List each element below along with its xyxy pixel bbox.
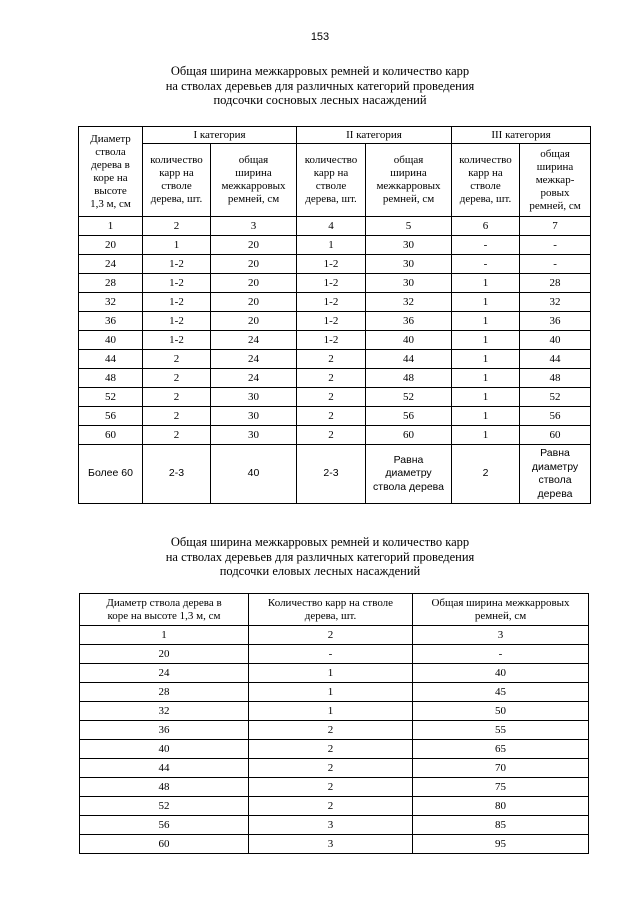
col-number: 2 [249,626,413,645]
table-cell: 40 [520,331,591,350]
pine-tapping-table [78,126,591,504]
table-row [80,645,589,664]
table-cell: - [452,236,520,255]
table1-title [0,64,640,108]
table-row [79,331,591,350]
table-row [79,350,591,369]
table-cell: 60 [366,426,452,445]
table-cell: 24 [79,255,143,274]
header-width-cat2: общая ширина межкарровых ремней, см [366,144,452,217]
table-cell: 1 [452,331,520,350]
table-cell: 20 [211,255,297,274]
table-row [80,835,589,854]
table-cell: 56 [520,407,591,426]
table-cell: - [413,645,589,664]
header-category-1: I категория [143,127,297,144]
table-cell: 95 [413,835,589,854]
table-cell: 2-3 [143,445,211,504]
header-width-cat1: общая ширина межкарровых ремней, см [211,144,297,217]
header-count-cat2: количество карр на стволе дерева, шт. [297,144,366,217]
table1-title-line: подсочки сосновых лесных насаждений [213,93,427,107]
table-cell: 44 [520,350,591,369]
table-cell: 52 [80,797,249,816]
table-row [79,236,591,255]
table-cell: 40 [80,740,249,759]
col-number: 6 [452,217,520,236]
table-cell: 2 [249,759,413,778]
table-row [79,312,591,331]
table1-title-line: на стволах деревьев для различных категорий проведения [165,78,475,93]
header-category-2: II категория [297,127,452,144]
header-count-cat1: количество карр на стволе дерева, шт. [143,144,211,217]
table-cell: 20 [211,293,297,312]
table-cell: 2-3 [297,445,366,504]
table-cell: 80 [413,797,589,816]
table-cell: 70 [413,759,589,778]
table-cell: 1-2 [297,293,366,312]
table-row [80,816,589,835]
table-cell: 60 [79,426,143,445]
table2-title-line: на стволах деревьев для различных категорий проведения [165,549,475,564]
table-cell: 44 [79,350,143,369]
table-cell: 1-2 [297,274,366,293]
table-cell: 1 [452,274,520,293]
table-cell: 2 [452,445,520,504]
table-cell: 56 [79,407,143,426]
table-cell: 20 [211,236,297,255]
table-cell: 60 [520,426,591,445]
table-row [79,274,591,293]
table-cell: 75 [413,778,589,797]
table-cell: 40 [79,331,143,350]
table-cell: 1-2 [143,331,211,350]
table-row [80,778,589,797]
table-cell: 2 [143,350,211,369]
table-cell: 1 [452,388,520,407]
table-cell: 52 [520,388,591,407]
table-cell: 2 [249,797,413,816]
table-cell: Равна диаметру ствола дерева [366,445,452,504]
table-cell: 56 [80,816,249,835]
table-cell: 36 [79,312,143,331]
table-cell: 1 [452,312,520,331]
table-cell: 1 [452,407,520,426]
table-cell: 24 [211,350,297,369]
table-cell: 40 [211,445,297,504]
table-row [79,293,591,312]
table-cell: 20 [80,645,249,664]
table-cell: 36 [366,312,452,331]
header-width: Общая ширина межкарровых ремней, см [413,594,589,626]
header-diameter: Диаметр ствола дерева в коре на высоте 1,3 м, см [79,127,143,217]
table-cell: 1-2 [297,312,366,331]
table-cell: 2 [297,369,366,388]
table2-title-line: подсочки еловых лесных насаждений [219,564,421,578]
table1-title-line: Общая ширина межкарровых ремней и количество карр [170,64,470,78]
table-cell: 1-2 [297,255,366,274]
table-cell: 65 [413,740,589,759]
table-cell: 24 [211,331,297,350]
table-cell: 40 [366,331,452,350]
table-cell: 30 [366,236,452,255]
table-cell: 56 [366,407,452,426]
table-cell: 32 [80,702,249,721]
table-cell: 1 [452,350,520,369]
header-width-cat3: общая ширина межкар- ровых ремней, см [520,144,591,217]
table-cell: 28 [79,274,143,293]
table-cell: 30 [211,388,297,407]
table2-title [0,535,640,579]
table-cell: 2 [249,721,413,740]
column-numbers-row [79,217,591,236]
table-cell: 1-2 [297,331,366,350]
table-cell: 55 [413,721,589,740]
table-cell: 1-2 [143,312,211,331]
table-cell: 2 [249,740,413,759]
col-number: 7 [520,217,591,236]
col-number: 3 [413,626,589,645]
table-cell: 2 [143,426,211,445]
header-diameter: Диаметр ствола дерева в коре на высоте 1,3 м, см [80,594,249,626]
table-cell: 32 [79,293,143,312]
table-row-over-60 [79,445,591,504]
table-row [79,407,591,426]
col-number: 4 [297,217,366,236]
table-cell: 2 [249,778,413,797]
table-cell: 50 [413,702,589,721]
table-cell: 1 [249,702,413,721]
table-cell: 30 [211,407,297,426]
table-cell: - [249,645,413,664]
table-cell: 2 [143,388,211,407]
table-cell: 36 [80,721,249,740]
table-cell: - [452,255,520,274]
table-cell: 2 [297,407,366,426]
table-row [79,388,591,407]
table-cell: 60 [80,835,249,854]
table-cell: 1 [143,236,211,255]
table-row [79,426,591,445]
table-row [79,255,591,274]
table-row [80,797,589,816]
table-cell: 44 [366,350,452,369]
table-cell: 1 [452,426,520,445]
table-row [80,759,589,778]
col-number: 1 [79,217,143,236]
spruce-tapping-table [79,593,589,854]
table-cell: 40 [413,664,589,683]
table-cell: 32 [520,293,591,312]
table-cell: 1 [249,683,413,702]
table-cell: 48 [80,778,249,797]
page-number: 153 [310,31,330,43]
table-cell: 20 [211,312,297,331]
table-cell: 1 [452,369,520,388]
table-cell: 24 [80,664,249,683]
table-row [80,664,589,683]
table-cell: 30 [211,426,297,445]
col-number: 5 [366,217,452,236]
table-cell: 85 [413,816,589,835]
table-cell: 30 [366,255,452,274]
table-cell: 44 [80,759,249,778]
table2-title-line: Общая ширина межкарровых ремней и количество карр [170,535,470,549]
table-cell: 48 [366,369,452,388]
table-cell: 1-2 [143,255,211,274]
table-cell: 2 [143,407,211,426]
column-numbers-row [80,626,589,645]
table-cell: 20 [79,236,143,255]
table-cell: 1-2 [143,293,211,312]
table-cell: 28 [520,274,591,293]
table-cell: 2 [297,388,366,407]
table-cell: 1 [249,664,413,683]
header-category-3: III категория [452,127,591,144]
table-row [80,683,589,702]
table-cell: 36 [520,312,591,331]
table-cell: 30 [366,274,452,293]
table-cell: 32 [366,293,452,312]
table-cell: 48 [520,369,591,388]
table-cell: Равна диаметру ствола дерева [520,445,591,504]
col-number: 2 [143,217,211,236]
table-cell: 28 [80,683,249,702]
table-cell: 20 [211,274,297,293]
table-cell: 24 [211,369,297,388]
table-row [80,702,589,721]
table-row [79,369,591,388]
table-cell: 45 [413,683,589,702]
table-cell: 2 [143,369,211,388]
table-cell: - [520,255,591,274]
table-cell: 3 [249,816,413,835]
col-number: 1 [80,626,249,645]
table-cell: 52 [366,388,452,407]
table-cell: 48 [79,369,143,388]
table-cell: 1-2 [143,274,211,293]
table-row [80,740,589,759]
table-cell: 2 [297,350,366,369]
table-cell: 1 [452,293,520,312]
col-number: 3 [211,217,297,236]
table-row [80,721,589,740]
header-count-cat3: количество карр на стволе дерева, шт. [452,144,520,217]
table-cell: 3 [249,835,413,854]
table-cell: Более 60 [79,445,143,504]
header-count: Количество карр на стволе дерева, шт. [249,594,413,626]
table-cell: - [520,236,591,255]
table-cell: 52 [79,388,143,407]
table-cell: 2 [297,426,366,445]
table-cell: 1 [297,236,366,255]
